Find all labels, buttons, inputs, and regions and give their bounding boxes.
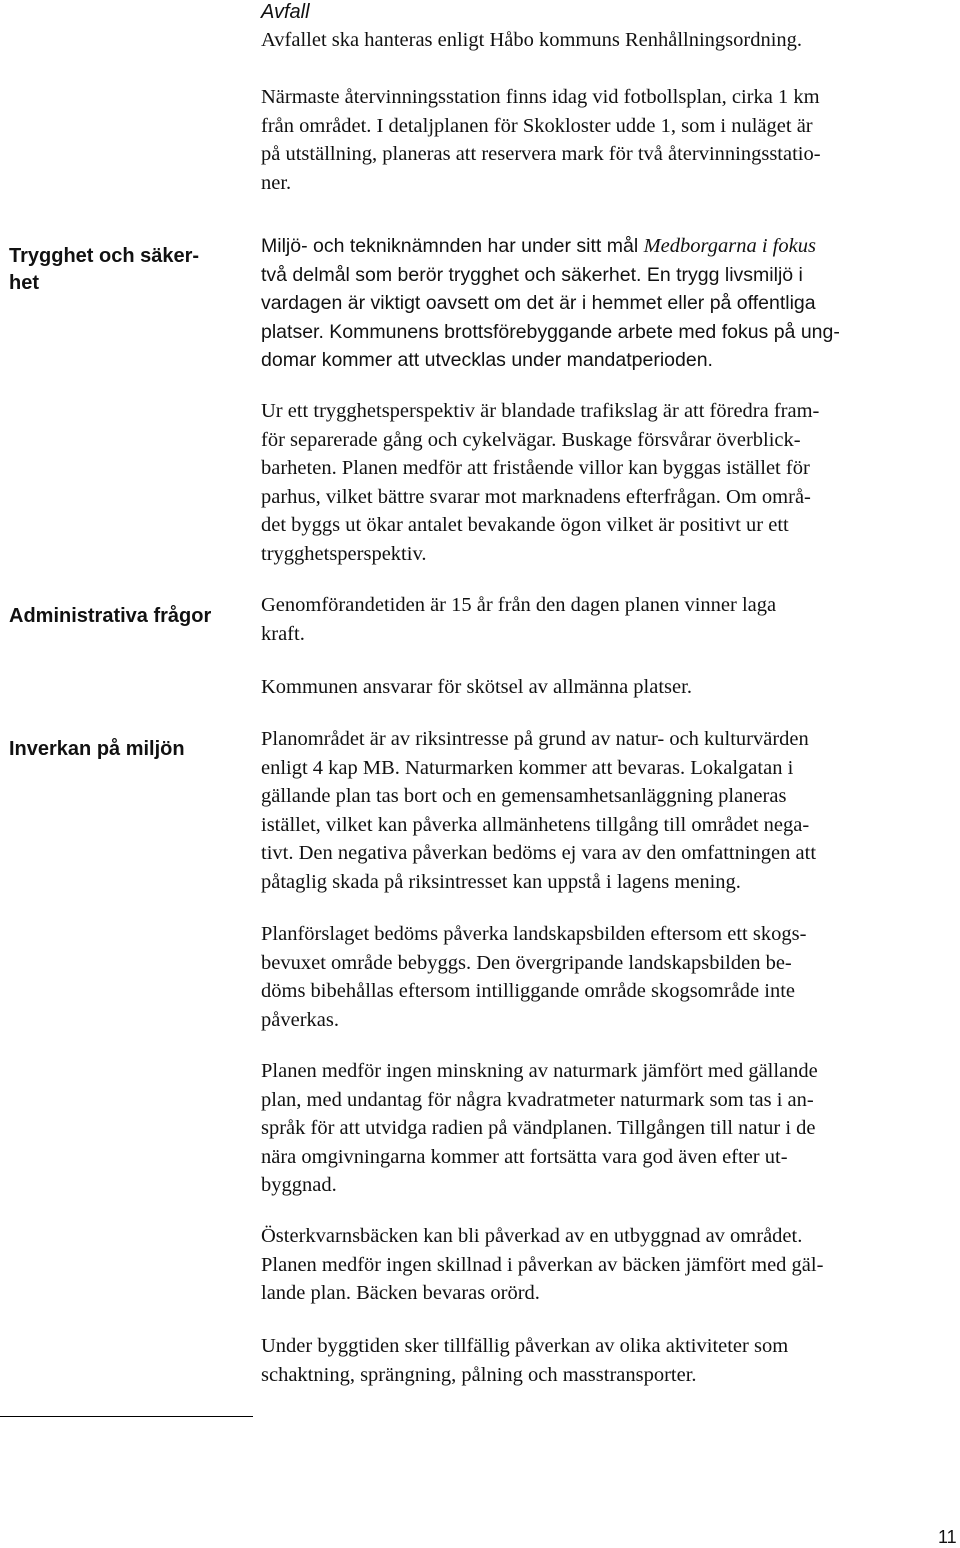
paragraph-inverkan-5: [261, 1332, 951, 1389]
text-line: påverkas.: [261, 1008, 339, 1031]
section-heading-trygghet: [9, 243, 199, 297]
text-line: gällande plan tas bort och en gemensamhetsanläggning planeras: [261, 785, 787, 807]
text-line: Planområdet är av riksintresse på grund av natur- och kulturvärden: [261, 728, 809, 750]
text-line: det byggs ut ökar antalet bevakande ögon vilket är positivt ur ett: [261, 514, 789, 536]
footnote-divider: [0, 1416, 253, 1417]
text-line: parhus, vilket bättre svarar mot marknadens efterfrågan. Om områ-: [261, 485, 811, 508]
paragraph-trygghet-1: [261, 232, 951, 375]
paragraph-inverkan-2: [261, 920, 951, 1034]
text-line: trygghetsperspektiv.: [261, 542, 427, 565]
page-number: 11: [938, 1527, 957, 1547]
italic-goal-name: Medborgarna i fokus: [643, 235, 816, 257]
text-segment: Miljö- och tekniknämnden har under sitt mål: [261, 235, 644, 257]
text-line: lande plan. Bäcken bevaras orörd.: [261, 1282, 540, 1304]
text-line: domar kommer att utvecklas under mandatperioden.: [261, 349, 713, 371]
text-line: plan, med undantag för några kvadratmeter naturmark som tas i an-: [261, 1088, 814, 1111]
paragraph-avfall-1: [261, 26, 951, 55]
text-line: schaktning, sprängning, pålning och masstransporter.: [261, 1363, 697, 1386]
text-line: Genomförandetiden är 15 år från den dagen planen vinner laga: [261, 594, 777, 616]
text-line: från området. I detaljplanen för Skokloster udde 1, som i nuläget är: [261, 114, 813, 137]
paragraph-inverkan-1: [261, 725, 951, 896]
section-heading-administrativa: [9, 603, 211, 630]
paragraph-inverkan-3: [261, 1057, 951, 1200]
text-line: Planförslaget bedöms påverka landskapsbilden eftersom ett skogs-: [261, 923, 807, 945]
text-line: bevuxet område bebyggs. Den övergripande landskapsbilden be-: [261, 951, 792, 974]
text-line: ner.: [261, 171, 292, 194]
text-line: döms bibehållas eftersom intilliggande område skogsområde inte: [261, 980, 796, 1002]
text-line: kraft.: [261, 622, 305, 645]
text-line: [261, 232, 951, 261]
heading-line: Inverkan på miljön: [9, 738, 185, 760]
text-line: tivt. Den negativa påverkan bedöms ej vara av den omfattningen att: [261, 842, 817, 864]
text-line: platser. Kommunens brottsförebyggande arbete med fokus på ung-: [261, 320, 840, 343]
text-line: Närmaste återvinningsstation finns idag vid fotbollsplan, cirka 1 km: [261, 86, 820, 108]
text-line: två delmål som berör trygghet och säkerhet. En trygg livsmiljö i: [261, 263, 803, 286]
text-line: språk för att utvidga radien på vändplanen. Tillgången till natur i de: [261, 1117, 816, 1139]
text-line: byggnad.: [261, 1174, 337, 1196]
text-line: Under byggtiden sker tillfällig påverkan av olika aktiviteter som: [261, 1335, 789, 1357]
section-title-avfall: Avfall: [261, 1, 310, 23]
heading-line: Administrativa frågor: [9, 605, 212, 627]
text-line: på utställning, planeras att reservera mark för två återvinningsstatio-: [261, 143, 821, 165]
paragraph-administrativa-1: [261, 591, 951, 648]
heading-line: het: [9, 272, 39, 294]
paragraph-trygghet-2: [261, 397, 951, 568]
text-line: Avfallet ska hanteras enligt Håbo kommuns Renhållningsordning.: [261, 29, 803, 51]
text-line: påtaglig skada på riksintresset kan uppstå i lagens mening.: [261, 870, 741, 893]
text-line: barheten. Planen medför att fristående villor kan byggas istället för: [261, 457, 810, 479]
text-line: Planen medför ingen minskning av naturmark jämfört med gällande: [261, 1060, 818, 1082]
text-line: Kommunen ansvarar för skötsel av allmänna platser.: [261, 676, 692, 698]
text-line: för separerade gång och cykelvägar. Buskage försvårar överblick-: [261, 428, 801, 451]
text-line: Ur ett trygghetsperspektiv är blandade trafikslag är att föredra fram-: [261, 400, 820, 422]
paragraph-inverkan-4: [261, 1222, 951, 1308]
text-line: Österkvarnsbäcken kan bli påverkad av en utbyggnad av området.: [261, 1225, 803, 1247]
text-line: vardagen är viktigt oavsett om det är i hemmet eller på offentliga: [261, 292, 816, 314]
text-line: Planen medför ingen skillnad i påverkan av bäcken jämfört med gäl-: [261, 1253, 824, 1276]
paragraph-avfall-2: [261, 83, 951, 197]
text-line: enligt 4 kap MB. Naturmarken kommer att bevaras. Lokalgatan i: [261, 756, 794, 779]
paragraph-administrativa-2: [261, 673, 951, 702]
text-line: istället, vilket kan påverka allmänhetens tillgång till området nega-: [261, 813, 810, 836]
text-line: nära omgivningarna kommer att fortsätta vara god även efter ut-: [261, 1145, 788, 1168]
section-heading-inverkan: [9, 736, 185, 763]
heading-line: Trygghet och säker-: [9, 245, 200, 267]
